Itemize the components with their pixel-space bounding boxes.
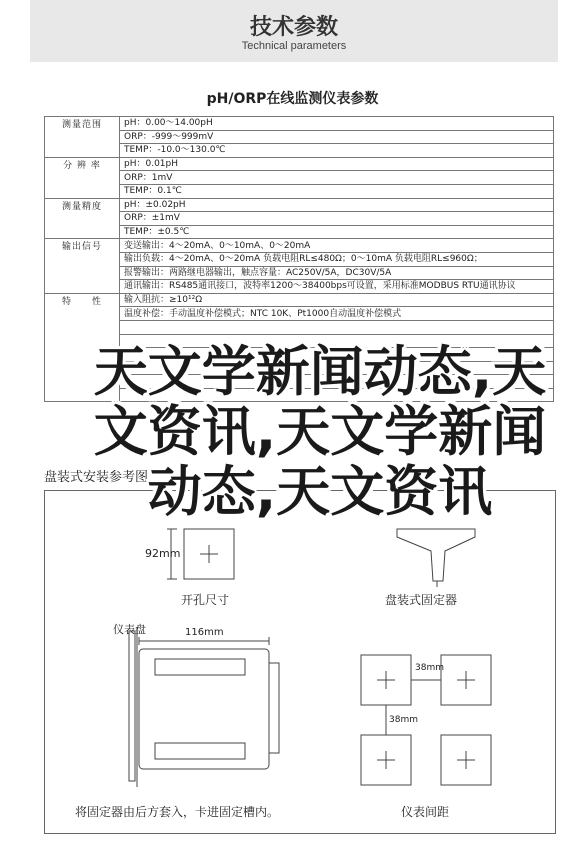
spec-value: pH：0.01pH	[120, 157, 554, 171]
spec-row	[45, 212, 554, 226]
spec-value: 输入阻抗：≥10¹²Ω	[120, 293, 554, 307]
spec-row	[45, 293, 554, 307]
spec-category: 测量范围	[45, 117, 120, 158]
overlay-headline: 天文学新闻动态,天文资讯,天文学新闻动态,天文资讯	[93, 340, 547, 523]
spec-value: TEMP：0.1℃	[120, 184, 554, 198]
spec-category: 特 性	[45, 293, 120, 402]
spec-value: pH：0.00～14.00pH	[120, 117, 554, 131]
bracket-bottom	[155, 743, 245, 759]
instrument-body	[139, 649, 269, 769]
banner-subtitle: Technical parameters	[241, 40, 347, 52]
dim-92-label: 92mm	[145, 547, 181, 560]
spec-value	[120, 320, 554, 334]
spec-value: 报警输出：两路继电器输出，触点容量：AC250V/5A，DC30V/5A	[120, 266, 554, 280]
spec-category: 输出信号	[45, 239, 120, 293]
diagram-drawing	[45, 491, 555, 833]
spec-value: pH：±0.02pH	[120, 198, 554, 212]
spec-row	[45, 320, 554, 334]
bracket-top	[155, 659, 245, 675]
spec-row	[45, 171, 554, 185]
header-banner	[30, 0, 558, 62]
spec-row	[45, 225, 554, 239]
spec-value: TEMP：-10.0～130.0℃	[120, 144, 554, 158]
rear-terminal	[269, 663, 279, 753]
panel-cutout-label: 开孔尺寸	[181, 593, 230, 607]
spec-value: ORP：±1mV	[120, 212, 554, 226]
spec-row	[45, 280, 554, 294]
instrument-panel-label: 仪表盘	[113, 623, 146, 636]
spec-value: TEMP：±0.5℃	[120, 225, 554, 239]
panel-plate	[129, 631, 135, 781]
instrument-spacing-label: 仪表间距	[401, 805, 450, 819]
install-diagram	[44, 490, 556, 834]
section-title: pH/ORP在线监测仪表参数	[206, 91, 379, 107]
spec-value: 输出负载：4～20mA、0～20mA 负载电阻RL≤480Ω；0～10mA 负载电阻RL≤960Ω；	[120, 252, 554, 266]
spec-row	[45, 252, 554, 266]
spec-value: 变送输出：4～20mA、0～10mA、0～20mA	[120, 239, 554, 253]
spec-row	[45, 157, 554, 171]
spec-row	[45, 130, 554, 144]
spec-row	[45, 144, 554, 158]
panel-mount-label: 盘装式固定器	[385, 593, 458, 607]
dim-38a-label: 38mm	[415, 663, 444, 673]
spec-row	[45, 239, 554, 253]
spec-row	[45, 117, 554, 131]
spec-category: 分 辨 率	[45, 157, 120, 198]
spec-row	[45, 266, 554, 280]
spec-value: ORP：-999～999mV	[120, 130, 554, 144]
banner-title: 技术参数	[249, 15, 338, 40]
spec-row	[45, 184, 554, 198]
spec-row	[45, 307, 554, 321]
spec-value: 温度补偿：手动温度补偿模式；NTC 10K、Pt1000自动温度补偿模式	[120, 307, 554, 321]
bracket-shape	[397, 529, 475, 581]
spec-row	[45, 198, 554, 212]
install-title: 盘装式安装参考图：	[44, 470, 162, 485]
spec-category: 测量精度	[45, 198, 120, 239]
dim-116-label: 116mm	[185, 627, 224, 638]
mount-note-label: 将固定器由后方套入，卡进固定槽内。	[75, 805, 280, 819]
spec-value: 通讯输出：RS485通讯接口，波特率1200～38400bps可设置，采用标准MODBUS RTU通讯协议	[120, 280, 554, 294]
dim-38b-label: 38mm	[389, 715, 418, 725]
spec-value: ORP：1mV	[120, 171, 554, 185]
